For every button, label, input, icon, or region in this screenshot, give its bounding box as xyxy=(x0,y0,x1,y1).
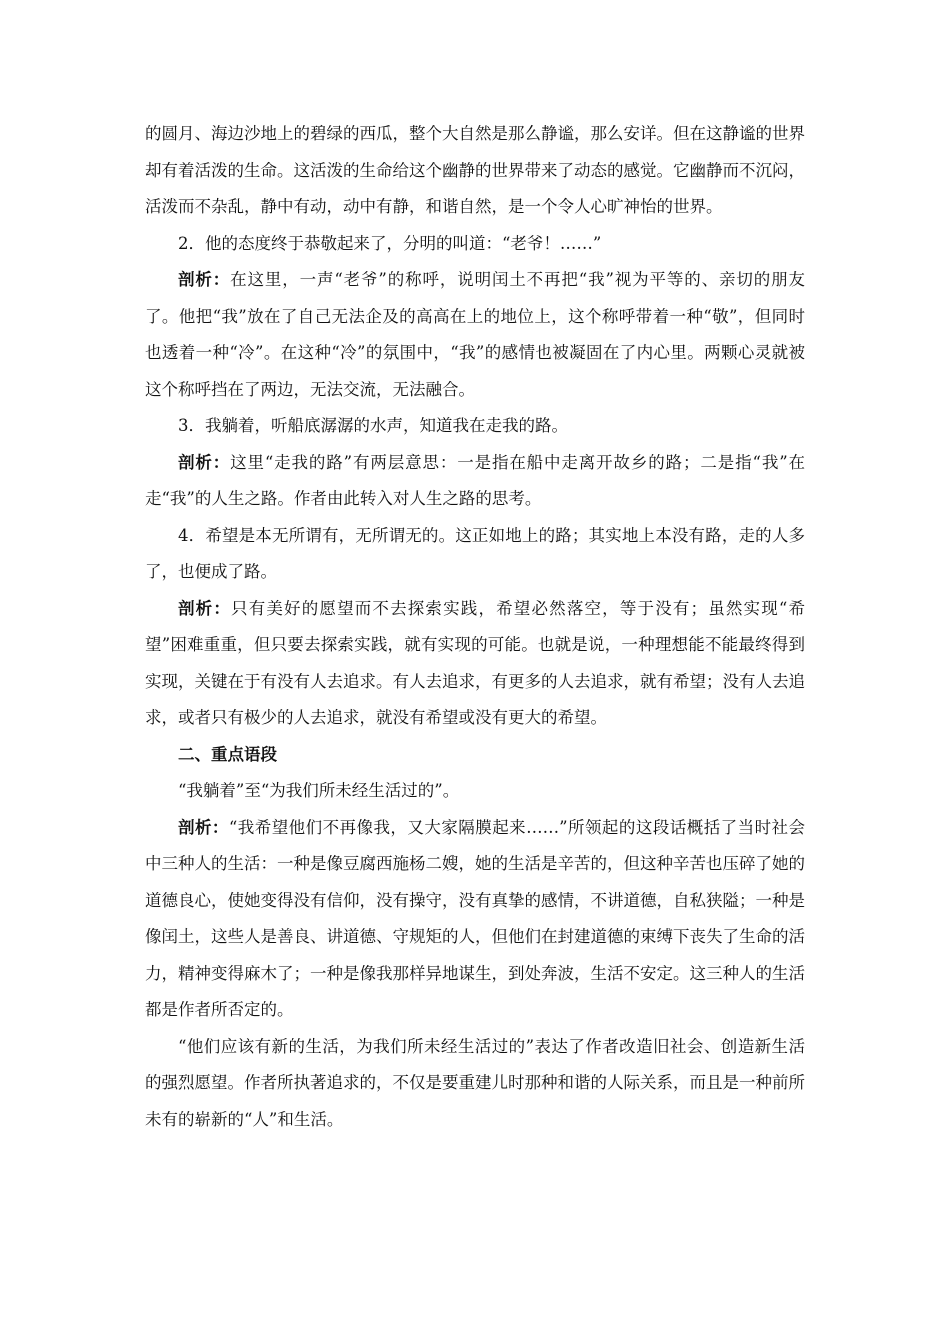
paragraph-text: 的圆月、海边沙地上的碧绿的西瓜，整个大自然是那么静谧，那么安详。但在这静谧的世界却有着活泼的生命。这活泼的生命给这个幽静的世界带来了动态的感觉。它幽静而不沉闷，活泼而不杂乱，静中有动，动中有静，和谐自然，是一个令人心旷神怡的世界。 xyxy=(145,124,805,216)
quote-item-4 xyxy=(145,518,805,591)
analysis-label: 剖析： xyxy=(178,598,232,618)
paragraph-text: 3．我躺着，听船底潺潺的水声，知道我在走我的路。 xyxy=(178,416,568,435)
analysis-key-passage xyxy=(145,810,805,1029)
analysis-item-4 xyxy=(145,591,805,737)
quote-item-3 xyxy=(145,408,805,445)
paragraph-text: “我希望他们不再像我，又大家隔膜起来……”所领起的这段话概括了当时社会中三种人的生活：一种是像豆腐西施杨二嫂，她的生活是辛苦的，但这种辛苦也压碎了她的道德良心，使她变得没有信仰，没有操守，没有真挚的感情，不讲道德，自私狭隘；一种是像闰土，这些人是善良、讲道德、守规矩的人，但他们在封建道德的束缚下丧失了生命的活力，精神变得麻木了；一种是像我那样异地谋生，到处奔波，生活不安定。这三种人的生活都是作者所否定的。 xyxy=(145,817,806,1019)
paragraph-text: 这里“走我的路”有两层意思：一是指在船中走离开故乡的路；二是指“我”在走“我”的人生之路。作者由此转入对人生之路的思考。 xyxy=(145,452,806,508)
analysis-label: 剖析： xyxy=(178,270,231,289)
analysis-item-3 xyxy=(145,445,805,518)
analysis-item-2 xyxy=(145,262,805,408)
section-heading-text: 二、重点语段 xyxy=(178,744,277,764)
paragraph-intro-continued xyxy=(145,116,805,226)
analysis-label: 剖析： xyxy=(178,452,231,472)
paragraph-text: “我躺着”至“为我们所未经生活过的”。 xyxy=(178,781,460,800)
paragraph-text: 4．希望是本无所谓有，无所谓无的。这正如地上的路；其实地上本没有路，走的人多了，也便成了路。 xyxy=(145,525,805,581)
quote-item-2 xyxy=(145,226,805,263)
closing-paragraph xyxy=(145,1029,805,1139)
section-heading xyxy=(145,737,805,774)
paragraph-text: 只有美好的愿望而不去探索实践，希望必然落空，等于没有；虽然实现“希望”困难重重，但只要去探索实践，就有实现的可能。也就是说，一种理想能不能最终得到实现，关键在于有没有人去追求。有人去追求，有更多的人去追求，就有希望；没有人去追求，或者只有极少的人去追求，就没有希望或没有更大的希望。 xyxy=(145,598,806,727)
paragraph-text: 在这里，一声“老爷”的称呼，说明闰土不再把“我”视为平等的、亲切的朋友了。他把“我”放在了自己无法企及的高高在上的地位上，这个称呼带着一种“敬”，但同时也透着一种“冷”。在这种“冷”的氛围中，“我”的感情也被凝固在了内心里。两颗心灵就被这个称呼挡在了两边，无法交流，无法融合。 xyxy=(145,270,806,399)
paragraph-text: “他们应该有新的生活，为我们所未经生活过的”表达了作者改造旧社会、创造新生活的强烈愿望。作者所执著追求的，不仅是要重建儿时那种和谐的人际关系，而且是一种前所未有的崭新的“人”和生活。 xyxy=(145,1036,805,1129)
paragraph-text: 2．他的态度终于恭敬起来了，分明的叫道：“老爷！……” xyxy=(178,233,602,253)
analysis-label: 剖析： xyxy=(178,817,229,837)
key-passage-range xyxy=(145,773,805,810)
document-page xyxy=(145,116,805,1138)
